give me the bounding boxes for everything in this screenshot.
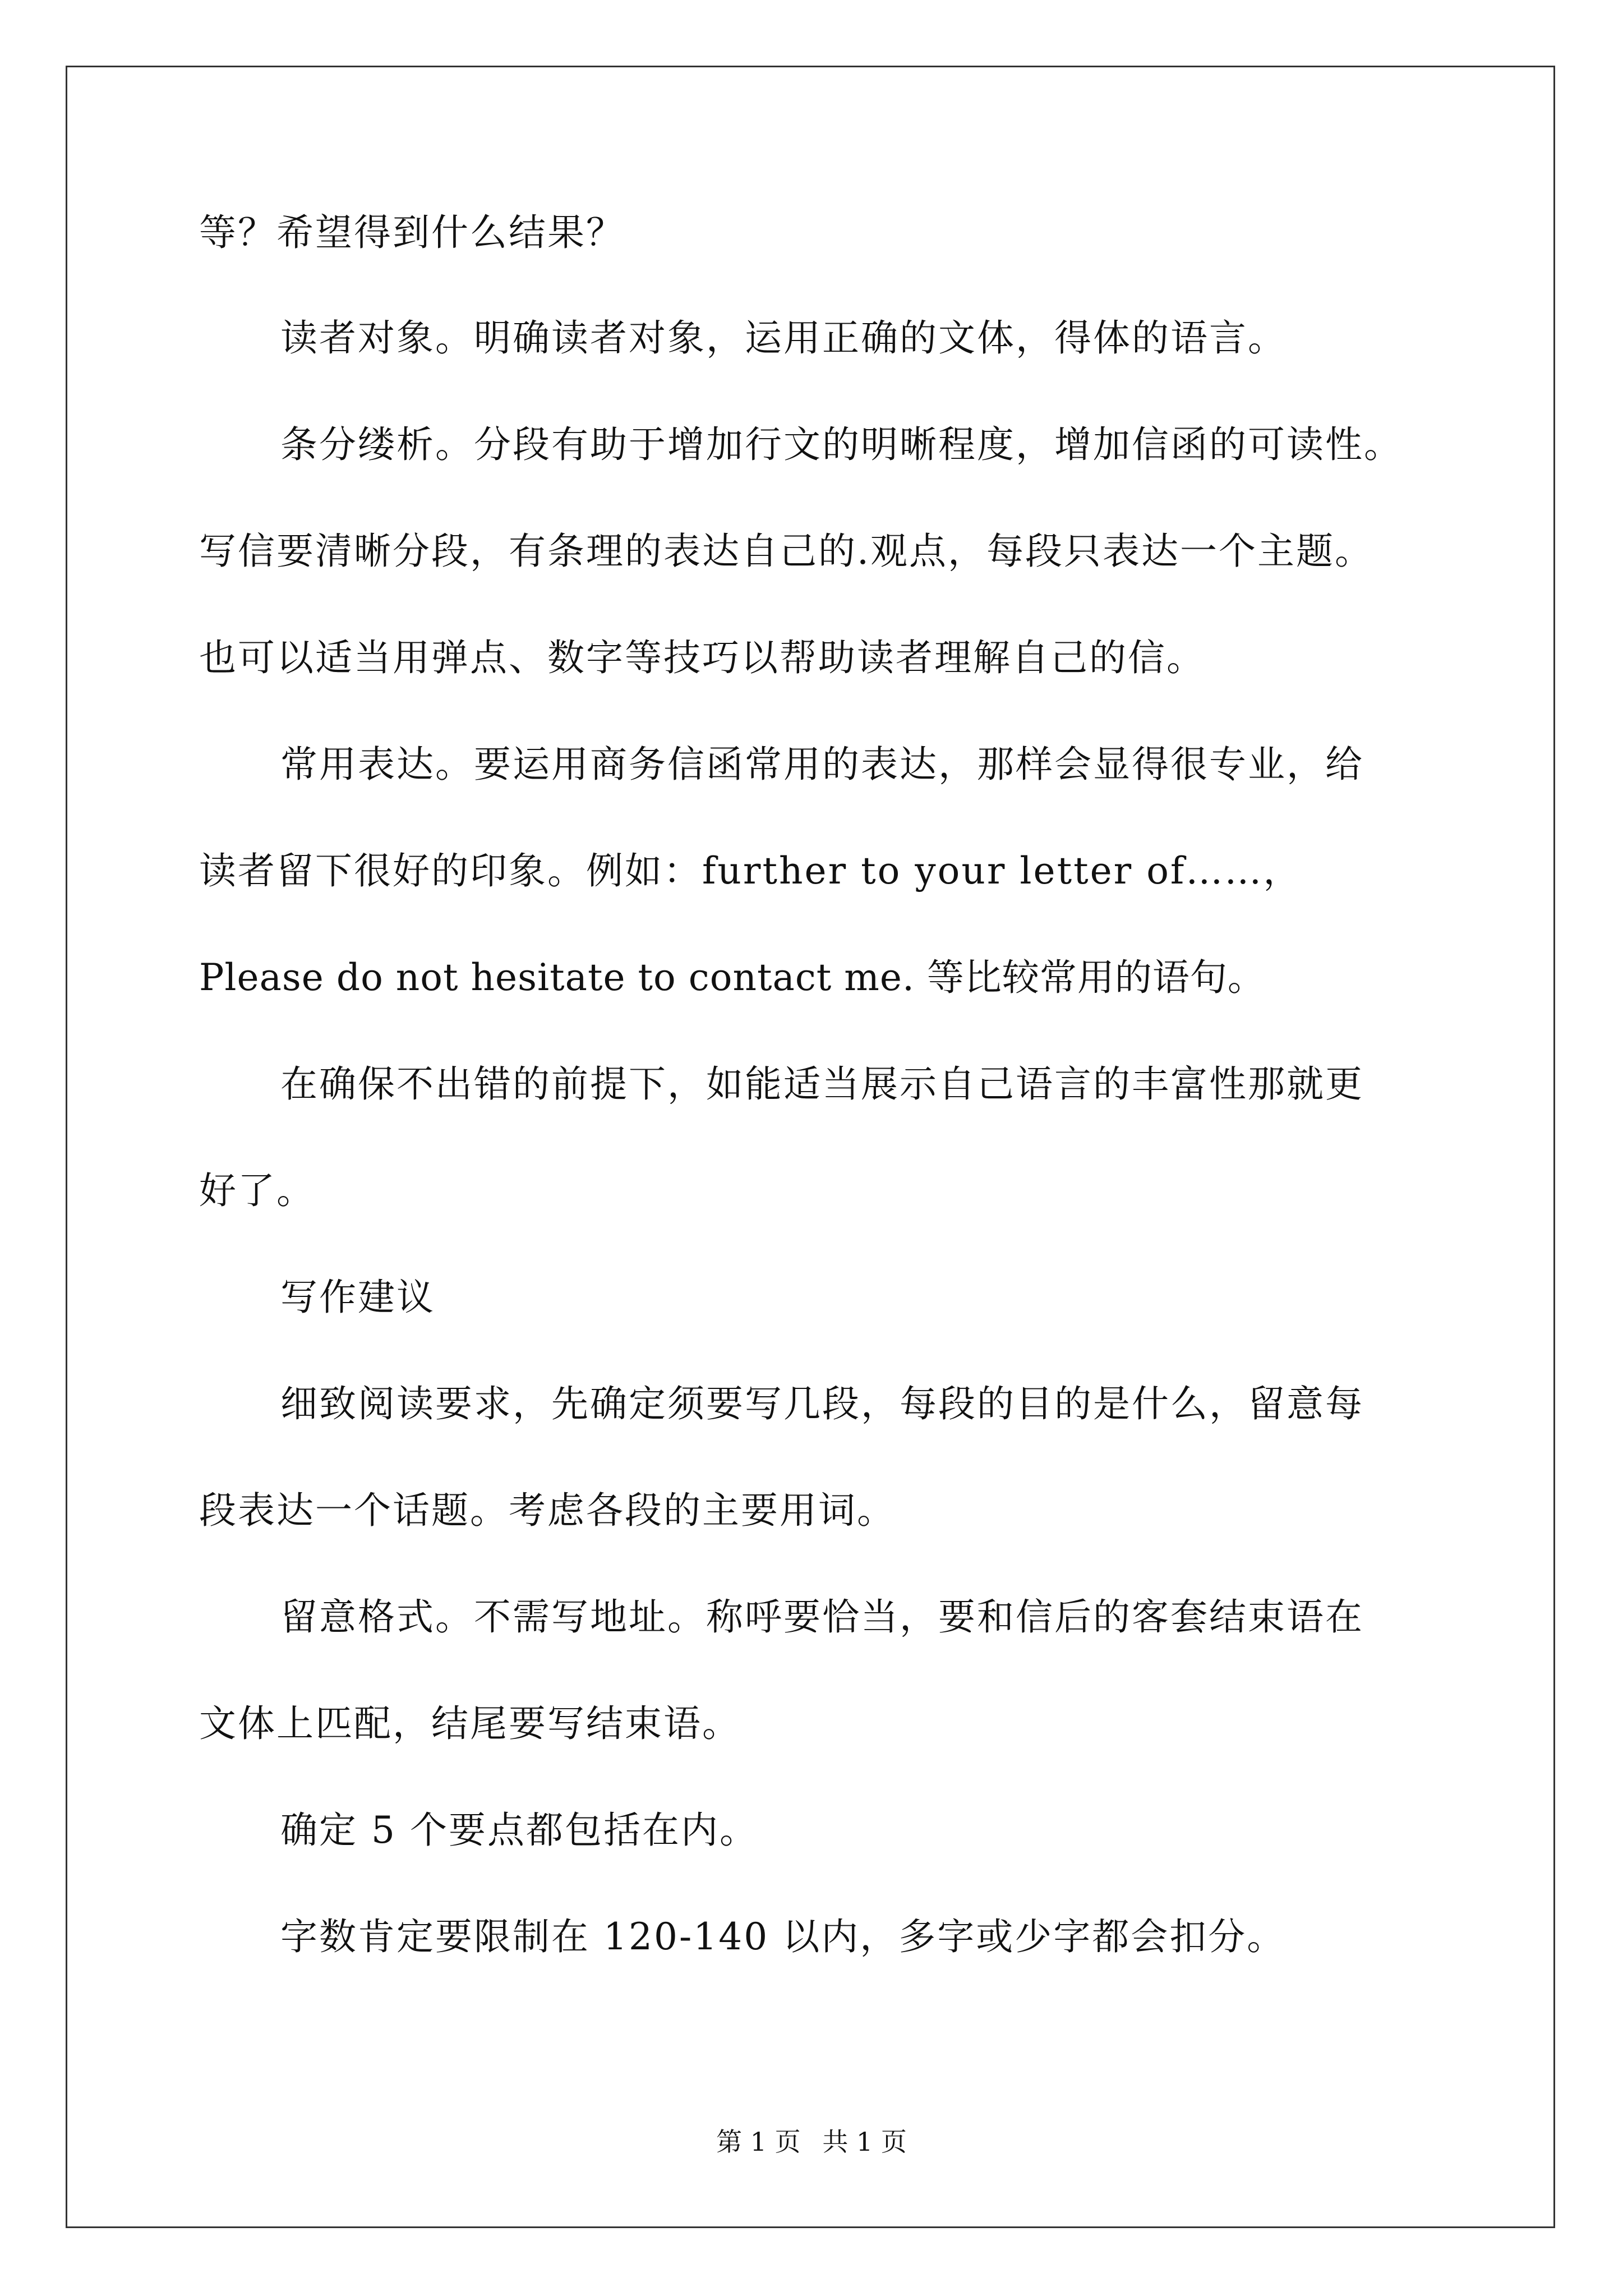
paragraph-line: 细致阅读要求，先确定须要写几段，每段的目的是什么，留意每	[280, 1382, 1364, 1425]
page-border	[66, 66, 1555, 2228]
page-total: 共 1 页	[822, 2127, 907, 2157]
paragraph-line: 读者留下很好的印象。例如：further to your letter of……，	[199, 849, 1302, 892]
paragraph-line: Please do not hesitate to contact me. 等比较常用的语句。	[199, 956, 1265, 999]
paragraph-line: 段表达一个话题。考虑各段的主要用词。	[199, 1489, 896, 1532]
paragraph-line: 好了。	[199, 1169, 315, 1212]
paragraph-line: 条分缕析。分段有助于增加行文的明晰程度，增加信函的可读性。	[280, 423, 1403, 466]
paragraph-line: 也可以适当用弹点、数字等技巧以帮助读者理解自己的信。	[199, 636, 1205, 679]
paragraph-line: 等？希望得到什么结果？	[199, 211, 625, 254]
paragraph-line: 留意格式。不需写地址。称呼要恰当，要和信后的客套结束语在	[280, 1595, 1364, 1639]
paragraph-line: 确定 5 个要点都包括在内。	[280, 1809, 758, 1852]
paragraph-line: 在确保不出错的前提下，如能适当展示自己语言的丰富性那就更	[280, 1062, 1364, 1106]
page-number: 第 1 页	[716, 2127, 801, 2157]
paragraph-line: 文体上匹配，结尾要写结束语。	[199, 1702, 741, 1745]
paragraph-line: 字数肯定要限制在 120-140 以内，多字或少字都会扣分。	[280, 1915, 1286, 1958]
section-heading: 写作建议	[280, 1276, 435, 1319]
paragraph-line: 写信要清晰分段，有条理的表达自己的.观点，每段只表达一个主题。	[199, 530, 1373, 573]
page-footer	[0, 2125, 1623, 2159]
paragraph-line: 读者对象。明确读者对象，运用正确的文体，得体的语言。	[280, 316, 1287, 360]
paragraph-line: 常用表达。要运用商务信函常用的表达，那样会显得很专业，给	[280, 743, 1364, 786]
